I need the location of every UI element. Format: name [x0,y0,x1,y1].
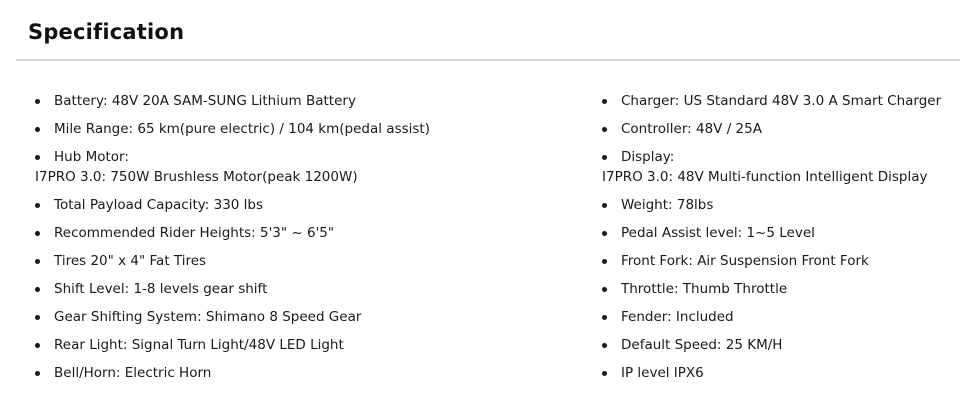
spec-item-controller [602,119,960,139]
spec-item-ip-level [602,363,960,383]
spec-list-right [602,91,960,391]
bullet-icon [602,343,607,348]
spec-item-weight [602,195,960,215]
spec-detail: I7PRO 3.0: 48V Multi-function Intelligent Display [602,169,928,185]
spec-label: IP level IPX6 [621,365,704,381]
spec-label: Controller: 48V / 25A [621,121,762,137]
bullet-icon [35,231,40,236]
spec-label: Throttle: Thumb Throttle [621,281,788,297]
spec-item-gear-system [35,307,555,327]
spec-item-hub-motor [35,147,555,187]
spec-item-default-speed [602,335,960,355]
bullet-icon [35,371,40,376]
spec-label: Charger: US Standard 48V 3.0 A Smart Charger [621,93,942,109]
bullet-icon [602,127,607,132]
spec-item-shift-level [35,279,555,299]
bullet-icon [35,343,40,348]
spec-item-mile-range [35,119,555,139]
spec-list-left [35,91,555,391]
bullet-icon [602,99,607,104]
bullet-icon [35,315,40,320]
bullet-icon [35,155,40,160]
bullet-icon [602,155,607,160]
spec-item-throttle [602,279,960,299]
bullet-icon [602,315,607,320]
spec-item-fender [602,307,960,327]
spec-item-pedal-assist [602,223,960,243]
spec-label: Battery: 48V 20A SAM-SUNG Lithium Battery [54,93,356,109]
spec-label: Hub Motor: [54,149,129,165]
spec-label: Mile Range: 65 km(pure electric) / 104 km(pedal assist) [54,121,430,137]
bullet-icon [35,287,40,292]
bullet-icon [35,127,40,132]
spec-item-display [602,147,960,187]
spec-item-battery [35,91,555,111]
spec-label: Gear Shifting System: Shimano 8 Speed Gear [54,309,362,325]
bullet-icon [602,259,607,264]
spec-label: Bell/Horn: Electric Horn [54,365,212,381]
spec-label: Default Speed: 25 KM/H [621,337,783,353]
spec-label: Pedal Assist level: 1~5 Level [621,225,815,241]
spec-label: Front Fork: Air Suspension Front Fork [621,253,869,269]
bullet-icon [602,203,607,208]
spec-label: Total Payload Capacity: 330 lbs [54,197,264,213]
title-divider [16,59,960,61]
bullet-icon [602,371,607,376]
spec-item-rider-heights [35,223,555,243]
bullet-icon [602,231,607,236]
spec-item-horn [35,363,555,383]
bullet-icon [35,203,40,208]
spec-label: Recommended Rider Heights: 5'3" ~ 6'5" [54,225,335,241]
spec-item-front-fork [602,251,960,271]
spec-label: Tires 20" x 4" Fat Tires [54,253,207,269]
spec-item-charger [602,91,960,111]
spec-item-rear-light [35,335,555,355]
spec-label: Display: [621,149,675,165]
spec-label: Weight: 78lbs [621,197,714,213]
section-title: Specification [28,20,185,44]
bullet-icon [35,259,40,264]
spec-detail: I7PRO 3.0: 750W Brushless Motor(peak 1200W) [35,169,358,185]
bullet-icon [35,99,40,104]
bullet-icon [602,287,607,292]
spec-item-tires [35,251,555,271]
spec-label: Rear Light: Signal Turn Light/48V LED Light [54,337,344,353]
spec-item-payload [35,195,555,215]
spec-label: Shift Level: 1-8 levels gear shift [54,281,268,297]
spec-label: Fender: Included [621,309,734,325]
